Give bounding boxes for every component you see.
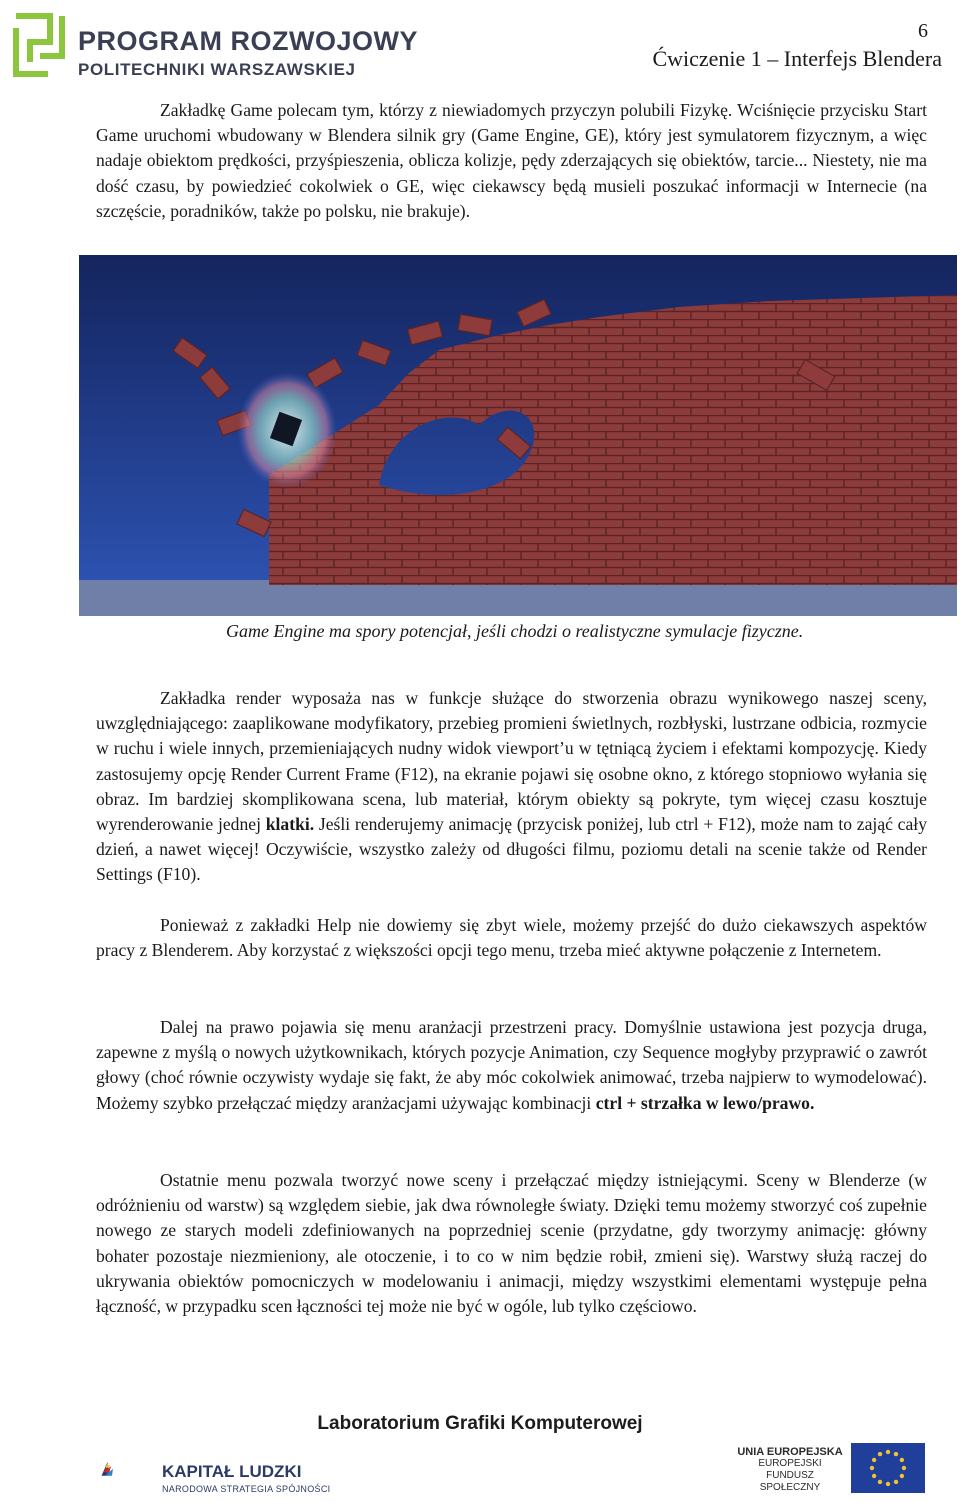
eu-star-icon (902, 1466, 906, 1470)
game-engine-figure (79, 255, 957, 616)
lab-title: Laboratorium Grafiki Komputerowej (317, 1413, 643, 1434)
paragraph-render-text-c: Jeśli renderujemy animację (przycisk poniżej, lub ctrl + F12), może nam to zająć cały dzień, a nawet więcej! Oczywiście, wszystko zależy od długości filmu, poziomu detali na scenie także od Render Settings (F10). (96, 814, 927, 885)
logo-subtitle: POLITECHNIKI WARSZAWSKIEJ (78, 60, 356, 79)
paragraph-layout-shortcut: ctrl + strzałka w lewo/prawo. (595, 1092, 815, 1113)
eu-star-icon (894, 1480, 898, 1484)
paragraph-layout-text: Dalej na prawo pojawia się menu aranżacji przestrzeni pracy. Domyślnie ustawiona jest pozycja druga, zapewne z myślą o nowych użytkownikach, których pozycje Animation, czy Sequence mogłyby przyprawić o zawrót głowy (choć równie oczywisty wydaje się fakt, że aby móc cokolwiek animować, trzeba najpierw to wymodelować). Możemy szybko przełączać między aranżacjami używając kombinacji (96, 1017, 927, 1113)
paragraph-game: Zakładkę Game polecam tym, którzy z niewiadomych przyczyn polubili Fizykę. Wciśnięcie przycisku Start Game uruchomi wbudowany w Blendera silnik gry (Game Engine, GE), który jest symulatorem fizycznym, a więc nadaje obiektom prędkości, przyśpieszenia, oblicza kolizje, pędy zderzających się obiektów, tarcie... Niestety, nie ma dość czasu, by powiedzieć cokolwiek o GE, więc ciekawscy będą musieli poszukać informacji w Internecie (na szczęście, poradników, także po polsku, nie brakuje). (96, 100, 927, 221)
eu-line2: EUROPEJSKI (758, 1458, 822, 1469)
eu-star-icon (878, 1452, 882, 1456)
eu-flag-icon (851, 1443, 925, 1493)
eu-line3: FUNDUSZ SPOŁECZNY (759, 1470, 821, 1493)
program-logo (12, 12, 418, 82)
eu-line1: UNIA EUROPEJSKA (737, 1446, 843, 1458)
kapital-ludzki-logo-icon (100, 1438, 160, 1500)
kapital-ludzki-name: KAPITAŁ LUDZKI (162, 1462, 302, 1481)
logo-title: PROGRAM ROZWOJOWY (78, 26, 418, 56)
paragraph-render (96, 686, 927, 888)
eu-star-icon (886, 1482, 890, 1486)
paragraph-help: Ponieważ z zakładki Help nie dowiemy się zbyt wiele, możemy przejść do dużo ciekawszych aspektów pracy z Blenderem. Aby korzystać z większości opcji tego menu, trzeba mieć aktywne połączenie z Internetem. (96, 915, 927, 961)
paragraph-render-bold: klatki. (265, 814, 315, 835)
page-number: 6 (918, 20, 928, 42)
eu-fund-text (735, 1446, 845, 1494)
program-logo-mark-icon (12, 12, 70, 78)
eu-star-icon (872, 1458, 876, 1462)
eu-star-icon (886, 1450, 890, 1454)
chapter-title: Ćwiczenie 1 – Interfejs Blendera (652, 46, 942, 71)
eu-star-icon (900, 1474, 904, 1478)
kapital-ludzki-subtitle: NARODOWA STRATEGIA SPÓJNOŚCI (162, 1484, 331, 1494)
eu-star-icon (872, 1474, 876, 1478)
figure-caption: Game Engine ma spory potencjał, jeśli chodzi o realistyczne symulacje fizyczne. (226, 621, 804, 641)
eu-star-icon (878, 1480, 882, 1484)
eu-star-icon (894, 1452, 898, 1456)
paragraph-layout (96, 1015, 927, 1116)
eu-star-icon (870, 1466, 874, 1470)
eu-star-icon (900, 1458, 904, 1462)
paragraph-render-text-a: Zakładka render wyposaża nas w funkcje służące do stworzenia obrazu wynikowego naszej sceny, uwzględniającego: zaaplikowane modyfikatory, przebieg promieni świetlnych, rozbłyski, lustrzane odbicia, rozmycie w ruchu i wiele innych, przemieniających nudny widok viewport’u w tętniącą życiem i efektami kompozycję. Kiedy zastosujemy opcję Render Current Frame (F12), na ekranie pojawi się osobne okno, z którego stopniowo wyłania się obraz. Im bardziej skomplikowana scena, lub materiał, którym obiekty są pokryte, tym więcej czasu kosztuje wyrenderowanie jednej (96, 688, 927, 835)
brick-wall-render-image (79, 255, 957, 616)
paragraph-scenes: Ostatnie menu pozwala tworzyć nowe sceny i przełączać między istniejącymi. Sceny w Blenderze (w odróżnieniu od warstw) są względem siebie, jak dwa równoległe światy. Dzięki temu możemy stworzyć coś zupełnie nowego ze starych modeli zdefiniowanych na poprzedniej scenie (przydatne, gdy tworzymy animację: główny bohater pozostaje niezmieniony, ale otoczenie, i to co w nim będzie robił, zmieni się). Warstwy służą raczej do ukrywania obiektów pomocniczych w modelowaniu i animacji, między wszystkimi elementami występuje pełna łączność, w przypadku scen łączności tej może nie być w ogóle, lub tylko częściowo. (96, 1170, 927, 1317)
